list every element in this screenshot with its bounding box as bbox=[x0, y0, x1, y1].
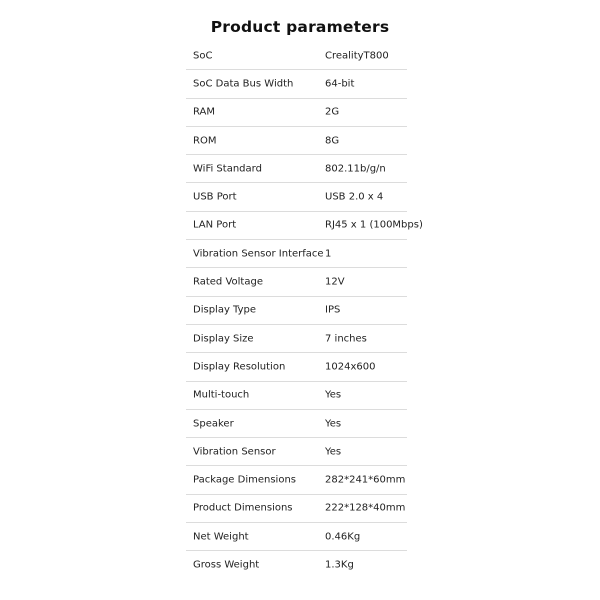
spec-label: Package Dimensions bbox=[193, 474, 296, 486]
spec-label: Display Type bbox=[193, 304, 257, 316]
page-title: Product parameters bbox=[210, 18, 390, 36]
spec-label: Product Dimensions bbox=[193, 502, 293, 514]
spec-value: 2G bbox=[325, 106, 340, 118]
spec-value: Yes bbox=[325, 446, 342, 458]
spec-label: SoC bbox=[193, 50, 213, 62]
spec-row-soc bbox=[186, 42, 407, 70]
spec-label: Speaker bbox=[193, 418, 234, 429]
spec-row-multi-touch bbox=[186, 382, 407, 410]
spec-label: ROM bbox=[193, 135, 217, 147]
spec-label: Display Resolution bbox=[193, 361, 286, 373]
spec-value: CrealityT800 bbox=[325, 50, 389, 62]
spec-table bbox=[186, 42, 423, 580]
spec-value: USB 2.0 x 4 bbox=[325, 191, 384, 203]
spec-row-display-resolution bbox=[186, 353, 407, 381]
spec-label: Gross Weight bbox=[193, 559, 260, 571]
spec-row-vibration-sensor-interface bbox=[186, 240, 407, 268]
spec-label: Net Weight bbox=[193, 531, 249, 543]
spec-value: IPS bbox=[325, 304, 341, 316]
spec-row-ram bbox=[186, 99, 407, 127]
spec-row-lan-port bbox=[186, 212, 423, 240]
spec-value: 1.3Kg bbox=[325, 559, 354, 571]
spec-row-package-dimensions bbox=[186, 466, 407, 494]
spec-value: RJ45 x 1 (100Mbps) bbox=[325, 219, 423, 231]
spec-value: 64-bit bbox=[325, 78, 355, 90]
spec-row-display-size bbox=[186, 325, 407, 353]
spec-row-rated-voltage bbox=[186, 268, 407, 296]
spec-row-vibration-sensor bbox=[186, 438, 407, 466]
spec-value: 802.11b/g/n bbox=[325, 163, 386, 175]
spec-value: 12V bbox=[325, 276, 345, 288]
spec-value: 8G bbox=[325, 135, 340, 147]
spec-value: 0.46Kg bbox=[325, 531, 361, 543]
spec-row-net-weight bbox=[186, 523, 407, 551]
spec-row-soc-data-bus-width bbox=[186, 70, 407, 98]
spec-row-product-dimensions bbox=[186, 495, 407, 523]
spec-value: 7 inches bbox=[325, 333, 367, 345]
spec-row-rom bbox=[186, 127, 407, 155]
spec-row-usb-port bbox=[186, 183, 407, 211]
spec-value: 1024x600 bbox=[325, 361, 376, 373]
spec-label: SoC Data Bus Width bbox=[193, 78, 294, 90]
spec-label: Vibration Sensor bbox=[193, 446, 276, 458]
spec-label: RAM bbox=[193, 106, 216, 118]
spec-value: 1 bbox=[325, 248, 332, 260]
spec-row-wifi-standard bbox=[186, 155, 407, 183]
spec-row-gross-weight bbox=[186, 551, 407, 579]
spec-value: Yes bbox=[325, 418, 342, 429]
spec-label: Multi-touch bbox=[193, 389, 250, 401]
spec-value: 222*128*40mm bbox=[325, 502, 406, 514]
spec-value: Yes bbox=[325, 389, 342, 401]
spec-value: 282*241*60mm bbox=[325, 474, 406, 486]
spec-label: Rated Voltage bbox=[193, 276, 263, 288]
spec-row-speaker bbox=[186, 410, 407, 438]
spec-label: Vibration Sensor Interface bbox=[193, 248, 324, 260]
spec-label: WiFi Standard bbox=[193, 163, 262, 175]
spec-label: LAN Port bbox=[193, 219, 237, 231]
spec-row-display-type bbox=[186, 297, 407, 325]
spec-label: Display Size bbox=[193, 333, 254, 345]
spec-label: USB Port bbox=[193, 191, 237, 203]
